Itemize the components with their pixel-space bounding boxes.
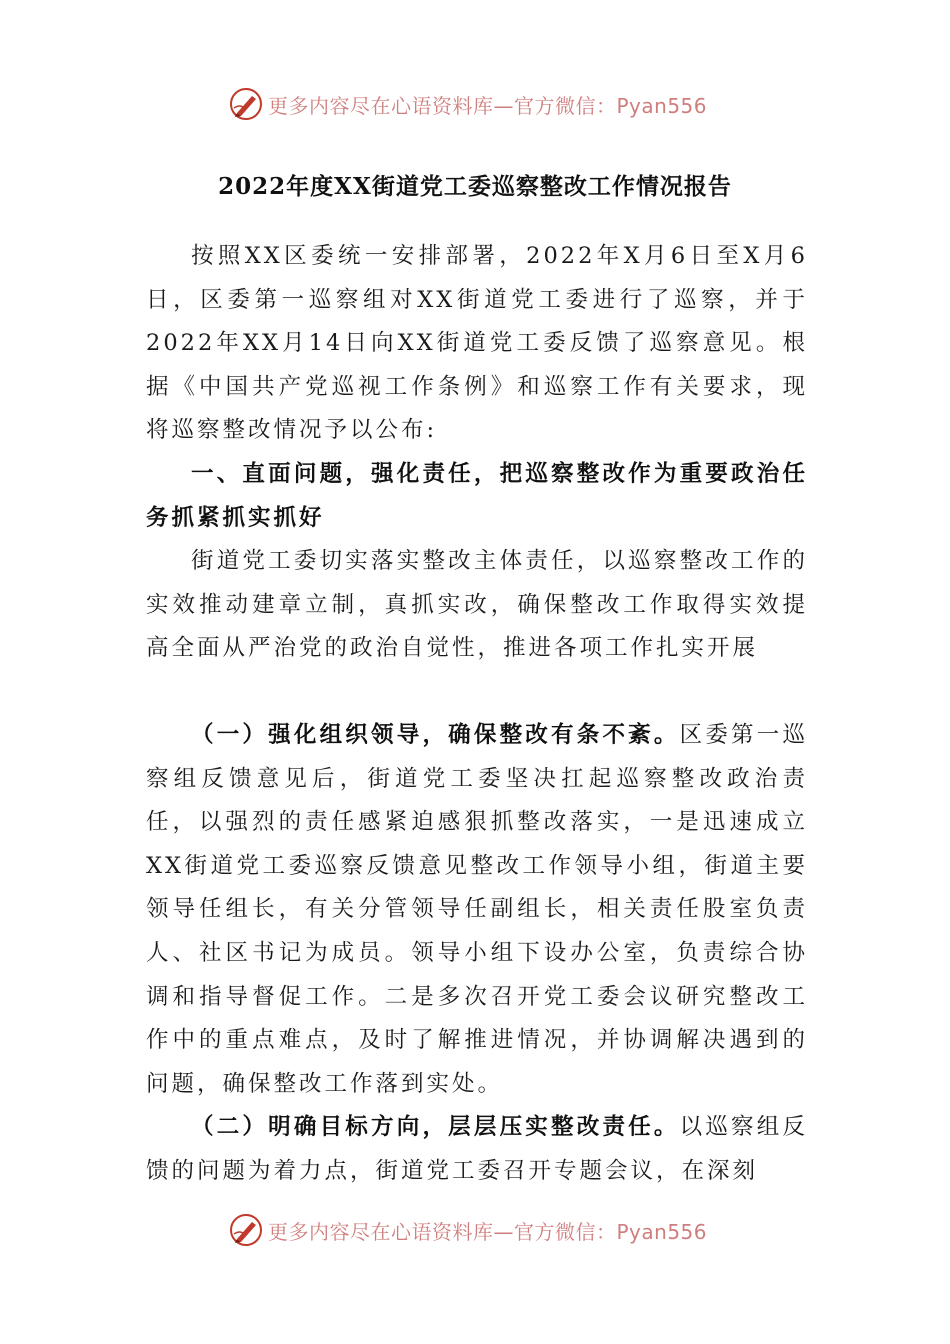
subsection-1-paragraph — [146, 714, 808, 1106]
intro-paragraph: 按照XX区委统一安排部署，2022年X月6日至X月6日，区委第一巡察组对XX街道党工委进行了巡察，并于2022年XX月14日向XX街道党工委反馈了巡察意见。根据《中国共产党巡视工作条例》和巡察工作有关要求，现将巡察整改情况予以公布: — [146, 243, 808, 444]
watermark-text: 更多内容尽在心语资料库—官方微信：Pyan556 — [268, 1219, 708, 1244]
watermark-header — [228, 84, 707, 124]
watermark-footer — [228, 1210, 707, 1250]
subsection-2-paragraph — [146, 1106, 808, 1193]
watermark-text: 更多内容尽在心语资料库—官方微信：Pyan556 — [268, 93, 708, 118]
subsection-2-text: 以巡察组反馈的问题为着力点，街道党工委召开专题会议，在深刻 — [146, 1114, 808, 1184]
document-body — [146, 235, 808, 1193]
pen-logo-icon — [228, 1212, 264, 1248]
subsection-1-heading: （一）强化组织领导，确保整改有条不紊。 — [191, 721, 680, 748]
section-1-paragraph: 街道党工委切实落实整改主体责任，以巡察整改工作的实效推动建章立制，真抓实改，确保整改工作取得实效提高全面从严治党的政治自觉性，推进各项工作扎实开展 — [146, 548, 808, 662]
document-title: 2022年度XX街道党工委巡察整改工作情况报告 — [218, 173, 732, 200]
section-1-heading: 一、直面问题，强化责任，把巡察整改作为重要政治任务抓紧抓实抓好 — [146, 460, 808, 531]
pen-logo-icon — [228, 86, 264, 122]
subsection-1-text: 区委第一巡察组反馈意见后，街道党工委坚决扛起巡察整改政治责任，以强烈的责任感紧迫感狠抓整改落实，一是迅速成立XX街道党工委巡察反馈意见整改工作领导小组，街道主要领导任组长，有关分管领导任副组长，相关责任股室负责人、社区书记为成员。领导小组下设办公室，负责综合协调和指导督促工作。二是多次召开党工委会议研究整改工作中的重点难点，及时了解推进情况，并协调解决遇到的问题，确保整改工作落到实处。 — [146, 721, 808, 1097]
subsection-2-heading: （二）明确目标方向，层层压实整改责任。 — [191, 1114, 680, 1141]
